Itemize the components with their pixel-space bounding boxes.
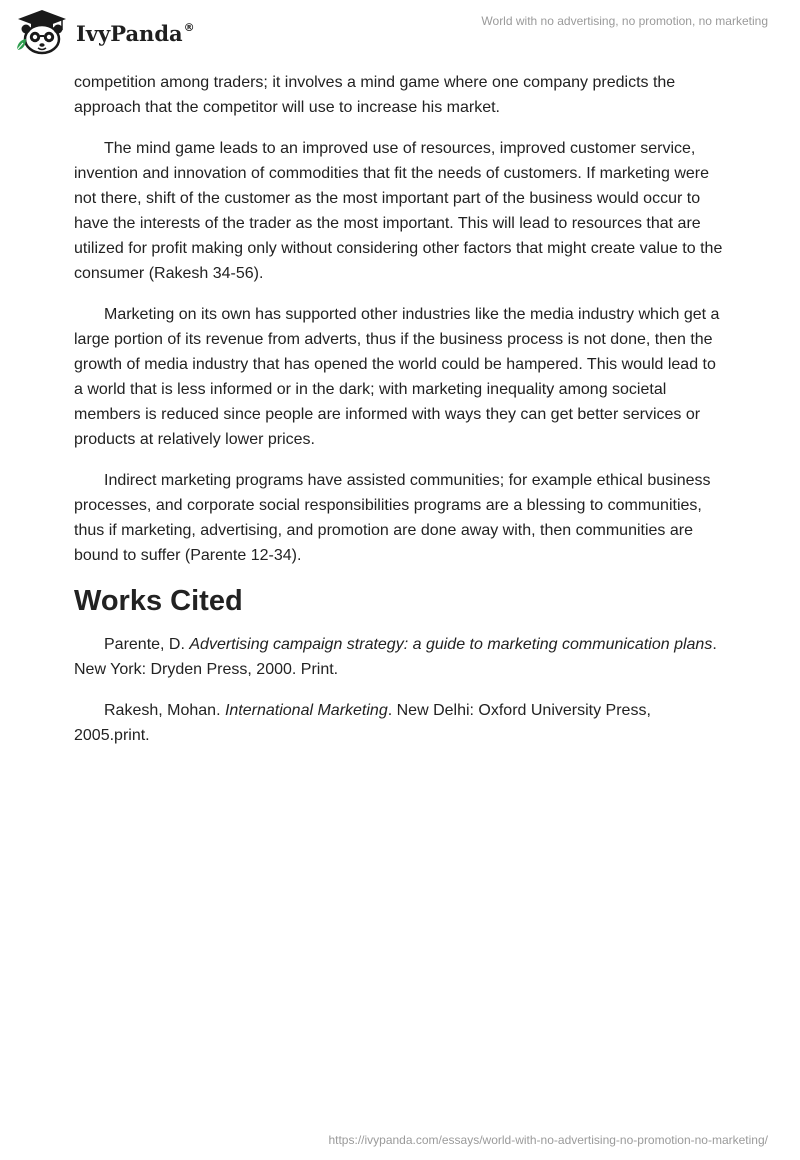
logo-wordmark (76, 21, 195, 46)
body-paragraph: The mind game leads to an improved use of resources, improved customer service, invention and innovation of commodities that fit the needs of customers. If marketing were not there, shift of the customer as the most important part of the business would occur to have the interests of the trader as the most important. This will lead to resources that are utilized for profit making only without considering other factors that might create value to the consumer (Rakesh 34-56). (74, 140, 723, 282)
citation-entry (74, 632, 726, 682)
body-paragraph: Marketing on its own has supported other industries like the media industry which get a large portion of its revenue from adverts, thus if the business process is not done, then the growth of media industry that has opened the world could be hampered. This would lead to a world that is less informed or in the dark; with marketing inequality among societal members is reduced since people are informed with ways they can get better services or products at relatively lower prices. (74, 306, 720, 448)
citation-author: Parente, D. (104, 636, 190, 653)
page-header (0, 0, 800, 62)
panda-graduate-icon (14, 8, 70, 56)
citation-title: Advertising campaign strategy: a guide to marketing communication plans (189, 636, 713, 653)
citation-title: International Marketing (224, 702, 388, 719)
source-url[interactable]: https://ivypanda.com/essays/world-with-no-advertising-no-promotion-no-marketing/ (328, 1133, 768, 1147)
citation-author: Rakesh, Mohan. (104, 702, 225, 719)
citation-entry (74, 698, 726, 748)
citation-publication: . New Delhi: Oxford University Press, 2005.print. (74, 702, 651, 744)
body-paragraph: Indirect marketing programs have assisted communities; for example ethical business processes, and corporate social responsibilities programs are a blessing to communities, thus if marketing, advertising, and promotion are done away with, then communities are bound to suffer (Parente 12-34). (74, 472, 711, 564)
citation-publication: . New York: Dryden Press, 2000. Print. (74, 636, 717, 678)
works-cited-heading: Works Cited (74, 585, 243, 617)
body-paragraph: competition among traders; it involves a mind game where one company predicts the approach that the competitor will use to increase his market. (74, 74, 676, 116)
document-title: World with no advertising, no promotion, no marketing (481, 14, 768, 28)
essay-content (74, 70, 726, 764)
ivypanda-logo[interactable] (14, 8, 194, 58)
logo-name: IvyPanda (76, 21, 183, 46)
registered-mark: ® (183, 21, 195, 34)
